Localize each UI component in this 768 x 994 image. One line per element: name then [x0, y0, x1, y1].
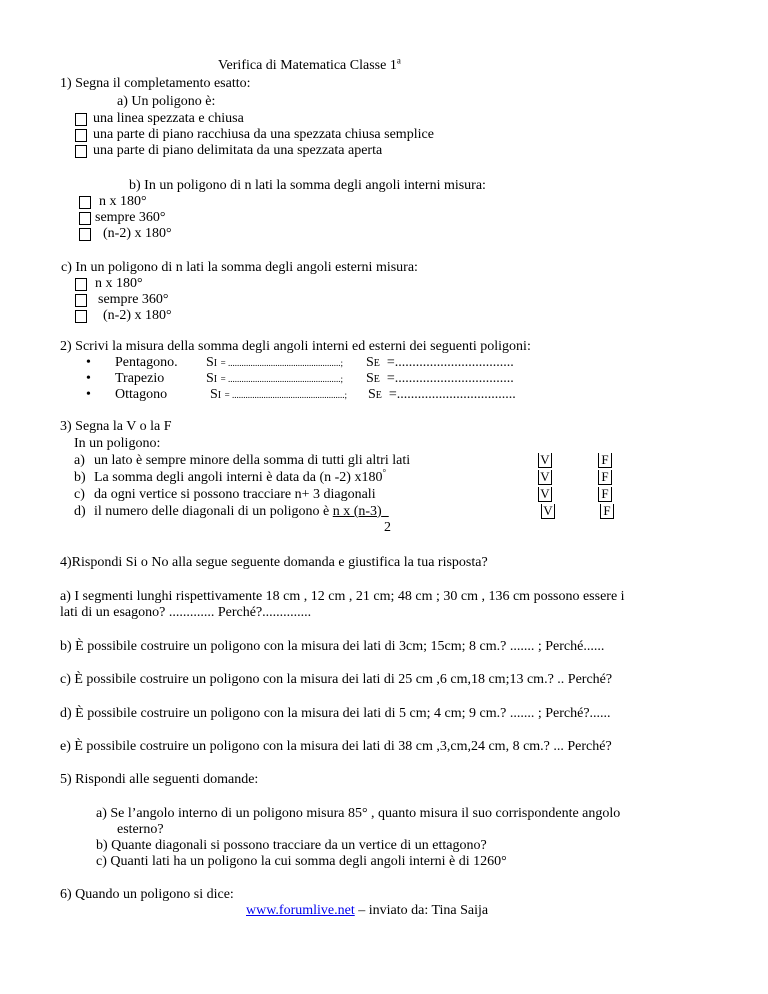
q1-b-checkbox-2[interactable]	[79, 212, 91, 225]
polygon-name: Pentagono.	[115, 355, 178, 370]
q5-c: c) Quanti lati ha un poligono la cui somma degli angoli interni è di 1260°	[96, 854, 507, 869]
sum-internal: SI = ..................................................;	[206, 355, 343, 370]
false-box-d[interactable]: F	[600, 504, 614, 519]
document-title	[218, 55, 401, 74]
q1-b-checkbox-3[interactable]	[79, 228, 91, 241]
true-box-b[interactable]: V	[538, 470, 552, 485]
q1-c-checkbox-2[interactable]	[75, 294, 87, 307]
polygon-name: Trapezio	[115, 371, 165, 386]
q3-item-d-text: il numero delle diagonali di un poligono è n x (n-3)	[94, 504, 382, 519]
q1-a-option-2: una parte di piano racchiusa da una spezzata chiusa semplice	[93, 127, 434, 142]
sum-internal: SI = ..................................................;	[206, 371, 343, 386]
q1-a-option-1: una linea spezzata e chiusa	[93, 111, 244, 126]
q3-item-a-label: a)	[74, 453, 85, 468]
q1-c-option-3: (n-2) x 180°	[103, 308, 172, 323]
q3-item-a-text: un lato è sempre minore della somma di tutti gli altri lati	[94, 453, 411, 468]
bullet: •	[86, 371, 91, 386]
q4-b: b) È possibile costruire un poligono con la misura dei lati di 3cm; 15cm; 8 cm.? ....... ; Perché......	[60, 639, 605, 654]
q1-a-option-3: una parte di piano delimitata da una spezzata aperta	[93, 143, 383, 158]
q3-item-b-label: b)	[74, 470, 86, 485]
footer-credit: – inviato da: Tina Saija	[354, 903, 489, 918]
diagonal-formula-denominator: 2	[384, 520, 391, 535]
sum-external: SE =..................................	[366, 371, 514, 386]
false-box-c[interactable]: F	[598, 487, 612, 502]
q1-c-option-2: sempre 360°	[98, 292, 169, 307]
sum-external: SE =..................................	[366, 355, 514, 370]
sum-external: SE =..................................	[368, 387, 516, 402]
q1-b-option-2: sempre 360°	[95, 210, 166, 225]
q3-item-d-label: d)	[74, 504, 86, 519]
footer	[246, 903, 488, 919]
sum-internal: SI = ..................................................;	[210, 387, 347, 402]
q4-a-line1: a) I segmenti lunghi rispettivamente 18 cm , 12 cm , 21 cm; 48 cm ; 30 cm , 136 cm possono essere i	[60, 589, 625, 604]
q3-item-c-text: da ogni vertice si possono tracciare n+ 3 diagonali	[94, 487, 376, 502]
q1-c-option-1: n x 180°	[95, 276, 143, 291]
q1-heading: 1) Segna il completamento esatto:	[60, 76, 251, 91]
q3-intro: In un poligono:	[74, 436, 161, 451]
q1-a-checkbox-1[interactable]	[75, 113, 87, 126]
q1-a-label: a) Un poligono è:	[117, 94, 216, 109]
q3-item-c-label: c)	[74, 487, 85, 502]
q4-a-line2: lati di un esagono? ............. Perché?..............	[60, 605, 312, 620]
q5-b: b) Quante diagonali si possono tracciare da un vertice di un ettagono?	[96, 838, 487, 853]
q4-d: d) È possibile costruire un poligono con la misura dei lati di 5 cm; 4 cm; 9 cm.? ....... ; Perché?......	[60, 706, 611, 721]
bullet: •	[86, 387, 91, 402]
q1-a-checkbox-2[interactable]	[75, 129, 87, 142]
q1-a-checkbox-3[interactable]	[75, 145, 87, 158]
q1-b-label: b) In un poligono di n lati la somma degli angoli interni misura:	[129, 178, 486, 193]
q5-a-line2: esterno?	[117, 822, 164, 837]
q4-heading: 4)Rispondi Si o No alla segue seguente domanda e giustifica la tua risposta?	[60, 555, 488, 570]
footer-link[interactable]: www.forumlive.net	[246, 903, 355, 918]
diagonal-formula-numerator: n x (n-3)	[332, 504, 382, 519]
q3-heading: 3) Segna la V o la F	[60, 419, 172, 434]
q5-heading: 5) Rispondi alle seguenti domande:	[60, 772, 259, 787]
q1-c-checkbox-1[interactable]	[75, 278, 87, 291]
q1-b-checkbox-1[interactable]	[79, 196, 91, 209]
true-box-a[interactable]: V	[538, 453, 552, 468]
false-box-a[interactable]: F	[598, 453, 612, 468]
true-box-c[interactable]: V	[538, 487, 552, 502]
title-superscript: a	[396, 55, 401, 66]
q1-b-option-1: n x 180°	[99, 194, 147, 209]
title-text: Verifica di Matematica Classe 1	[218, 58, 397, 73]
q1-c-label: c) In un poligono di n lati la somma degli angoli esterni misura:	[61, 260, 418, 275]
false-box-b[interactable]: F	[598, 470, 612, 485]
polygon-name: Ottagono	[115, 387, 168, 402]
q4-c: c) È possibile costruire un poligono con la misura dei lati di 25 cm ,6 cm,18 cm;13 cm.? .. Perché?	[60, 672, 613, 687]
q1-c-checkbox-3[interactable]	[75, 310, 87, 323]
q1-b-option-3: (n-2) x 180°	[103, 226, 172, 241]
q4-e: e) È possibile costruire un poligono con la misura dei lati di 38 cm ,3,cm,24 cm, 8 cm.? ... Perché?	[60, 739, 612, 754]
q6-heading: 6) Quando un poligono si dice:	[60, 887, 234, 902]
true-box-d[interactable]: V	[541, 504, 555, 519]
q3-item-b-text: La somma degli angoli interni è data da (n -2) x180°	[94, 467, 387, 485]
q2-heading: 2) Scrivi la misura della somma degli angoli interni ed esterni dei seguenti poligoni:	[60, 339, 531, 354]
q5-a-line1: a) Se l’angolo interno di un poligono misura 85° , quanto misura il suo corrispondente angolo	[96, 806, 621, 821]
bullet: •	[86, 355, 91, 370]
